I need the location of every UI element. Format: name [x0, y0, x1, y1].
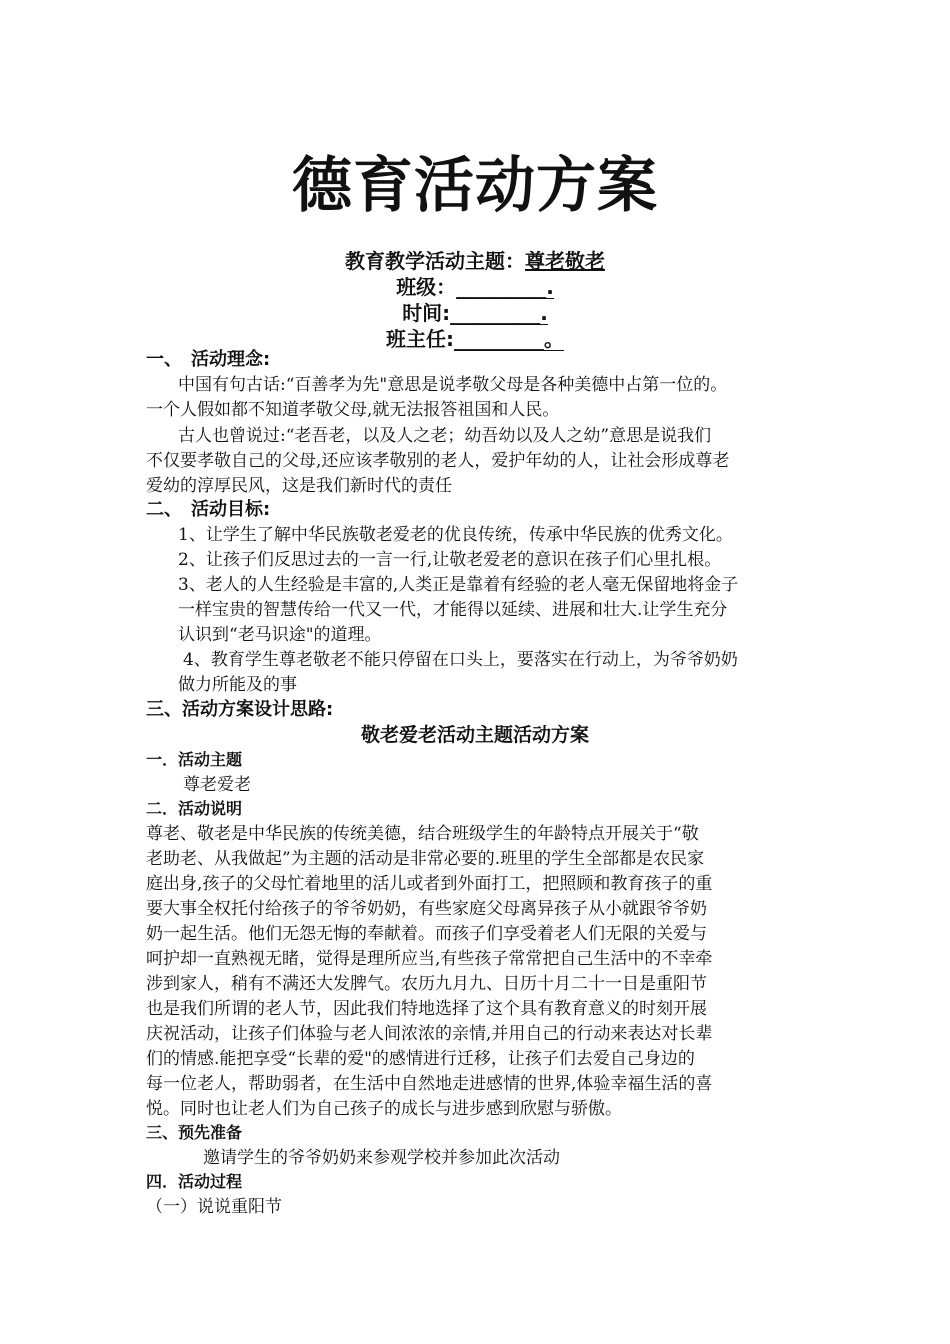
time-line	[0, 300, 950, 326]
time-label: 时间:	[402, 301, 451, 325]
time-blank: _________.	[450, 301, 548, 325]
paragraph-line: 中国有句古话:“百善孝为先"意思是说孝敬父母是各种美德中占第一位的。	[178, 375, 728, 395]
explanation-line: 也是我们所谓的老人节，因此我们特地选择了这个具有教育意义的时刻开展	[146, 999, 707, 1019]
goal-line: 一样宝贵的智慧传给一代又一代，才能得以延续、进展和壮大.让学生充分	[178, 600, 728, 620]
goal-line: 认识到“老马识途"的道理。	[178, 625, 382, 645]
goal-line: 1、让学生了解中华民族敬老爱老的优良传统，传承中华民族的优秀文化。	[178, 525, 733, 545]
theme-line	[0, 248, 950, 274]
theme-value: 尊老敬老	[525, 249, 605, 273]
class-label: 班级：	[396, 275, 457, 299]
explanation-line: 呵护却一直熟视无睹，觉得是理所应当,有些孩子常常把自己生活中的不幸牵	[146, 949, 713, 969]
explanation-line: 奶一起生活。他们无怨无悔的奉献着。而孩子们享受着老人们无限的关爱与	[146, 924, 707, 944]
goal-line: 3、老人的人生经验是丰富的,人类正是靠着有经验的老人毫无保留地将金子	[178, 575, 739, 595]
paragraph-line: 不仅要孝敬自己的父母,还应该孝敬别的老人，爱护年幼的人，让社会形成尊老	[146, 451, 730, 471]
explanation-line: 庆祝活动，让孩子们体验与老人间浓浓的亲情,并用自己的行动来表达对长辈	[146, 1024, 713, 1044]
sub4-text: （一）说说重阳节	[146, 1197, 282, 1217]
explanation-line: 每一位老人，帮助弱者，在生活中自然地走进感情的世界,体验幸福生活的喜	[146, 1074, 713, 1094]
explanation-line: 庭出身,孩子的父母忙着地里的活儿或者到外面打工，把照顾和教育孩子的重	[146, 874, 713, 894]
paragraph-line: 爱幼的淳厚民风，这是我们新时代的责任	[146, 476, 452, 496]
sub2-heading: 二．活动说明	[146, 799, 243, 818]
explanation-line: 尊老、敬老是中华民族的传统美德，结合班级学生的年龄特点开展关于“敬	[146, 824, 699, 844]
section2-heading: 二、 活动目标:	[146, 499, 271, 520]
sub3-text: 邀请学生的爷爷奶奶来参观学校并参加此次活动	[203, 1148, 560, 1168]
teacher-blank: _________。	[454, 327, 564, 351]
explanation-line: 老助老、从我做起”为主题的活动是非常必要的.班里的学生全部都是农民家	[146, 849, 705, 869]
teacher-line	[0, 326, 950, 352]
sub1-text: 尊老爱老	[183, 775, 251, 795]
explanation-line: 悦。同时也让老人们为自己孩子的成长与进步感到欣慰与骄傲。	[146, 1099, 622, 1119]
class-line	[0, 274, 950, 300]
theme-label: 教育教学活动主题：	[345, 249, 525, 273]
section3-heading: 三、活动方案设计思路:	[146, 699, 334, 720]
teacher-label: 班主任:	[386, 327, 454, 351]
sub3-heading: 三、预先准备	[146, 1123, 243, 1142]
paragraph-line: 古人也曾说过:“老吾老，以及人之老；幼吾幼以及人之幼”意思是说我们	[178, 426, 712, 446]
explanation-line: 们的情感.能把享受“长辈的爱"的感情进行迁移，让孩子们去爱自己身边的	[146, 1049, 695, 1069]
explanation-line: 要大事全权托付给孩子的爷爷奶奶，有些家庭父母离异孩子从小就跟爷爷奶	[146, 899, 707, 919]
sub4-heading: 四．活动过程	[146, 1172, 243, 1191]
sub1-heading: 一．活动主题	[146, 750, 243, 769]
goal-line: 2、让孩子们反思过去的一言一行,让敬老爱老的意识在孩子们心里扎根。	[178, 550, 722, 570]
plan-title: 敬老爱老活动主题活动方案	[360, 724, 589, 746]
goal-line: 4、教育学生尊老敬老不能只停留在口头上，要落实在行动上，为爷爷奶奶	[183, 650, 738, 670]
section1-heading: 一、 活动理念:	[146, 349, 271, 370]
explanation-line: 涉到家人，稍有不满还大发脾气。农历九月九、日历十月二十一日是重阳节	[146, 974, 707, 994]
document-title: 德育活动方案	[292, 151, 658, 221]
paragraph-line: 一个人假如都不知道孝敬父母,就无法报答祖国和人民。	[146, 400, 560, 420]
goal-line: 做力所能及的事	[178, 675, 297, 695]
class-blank: _________.	[456, 275, 554, 299]
